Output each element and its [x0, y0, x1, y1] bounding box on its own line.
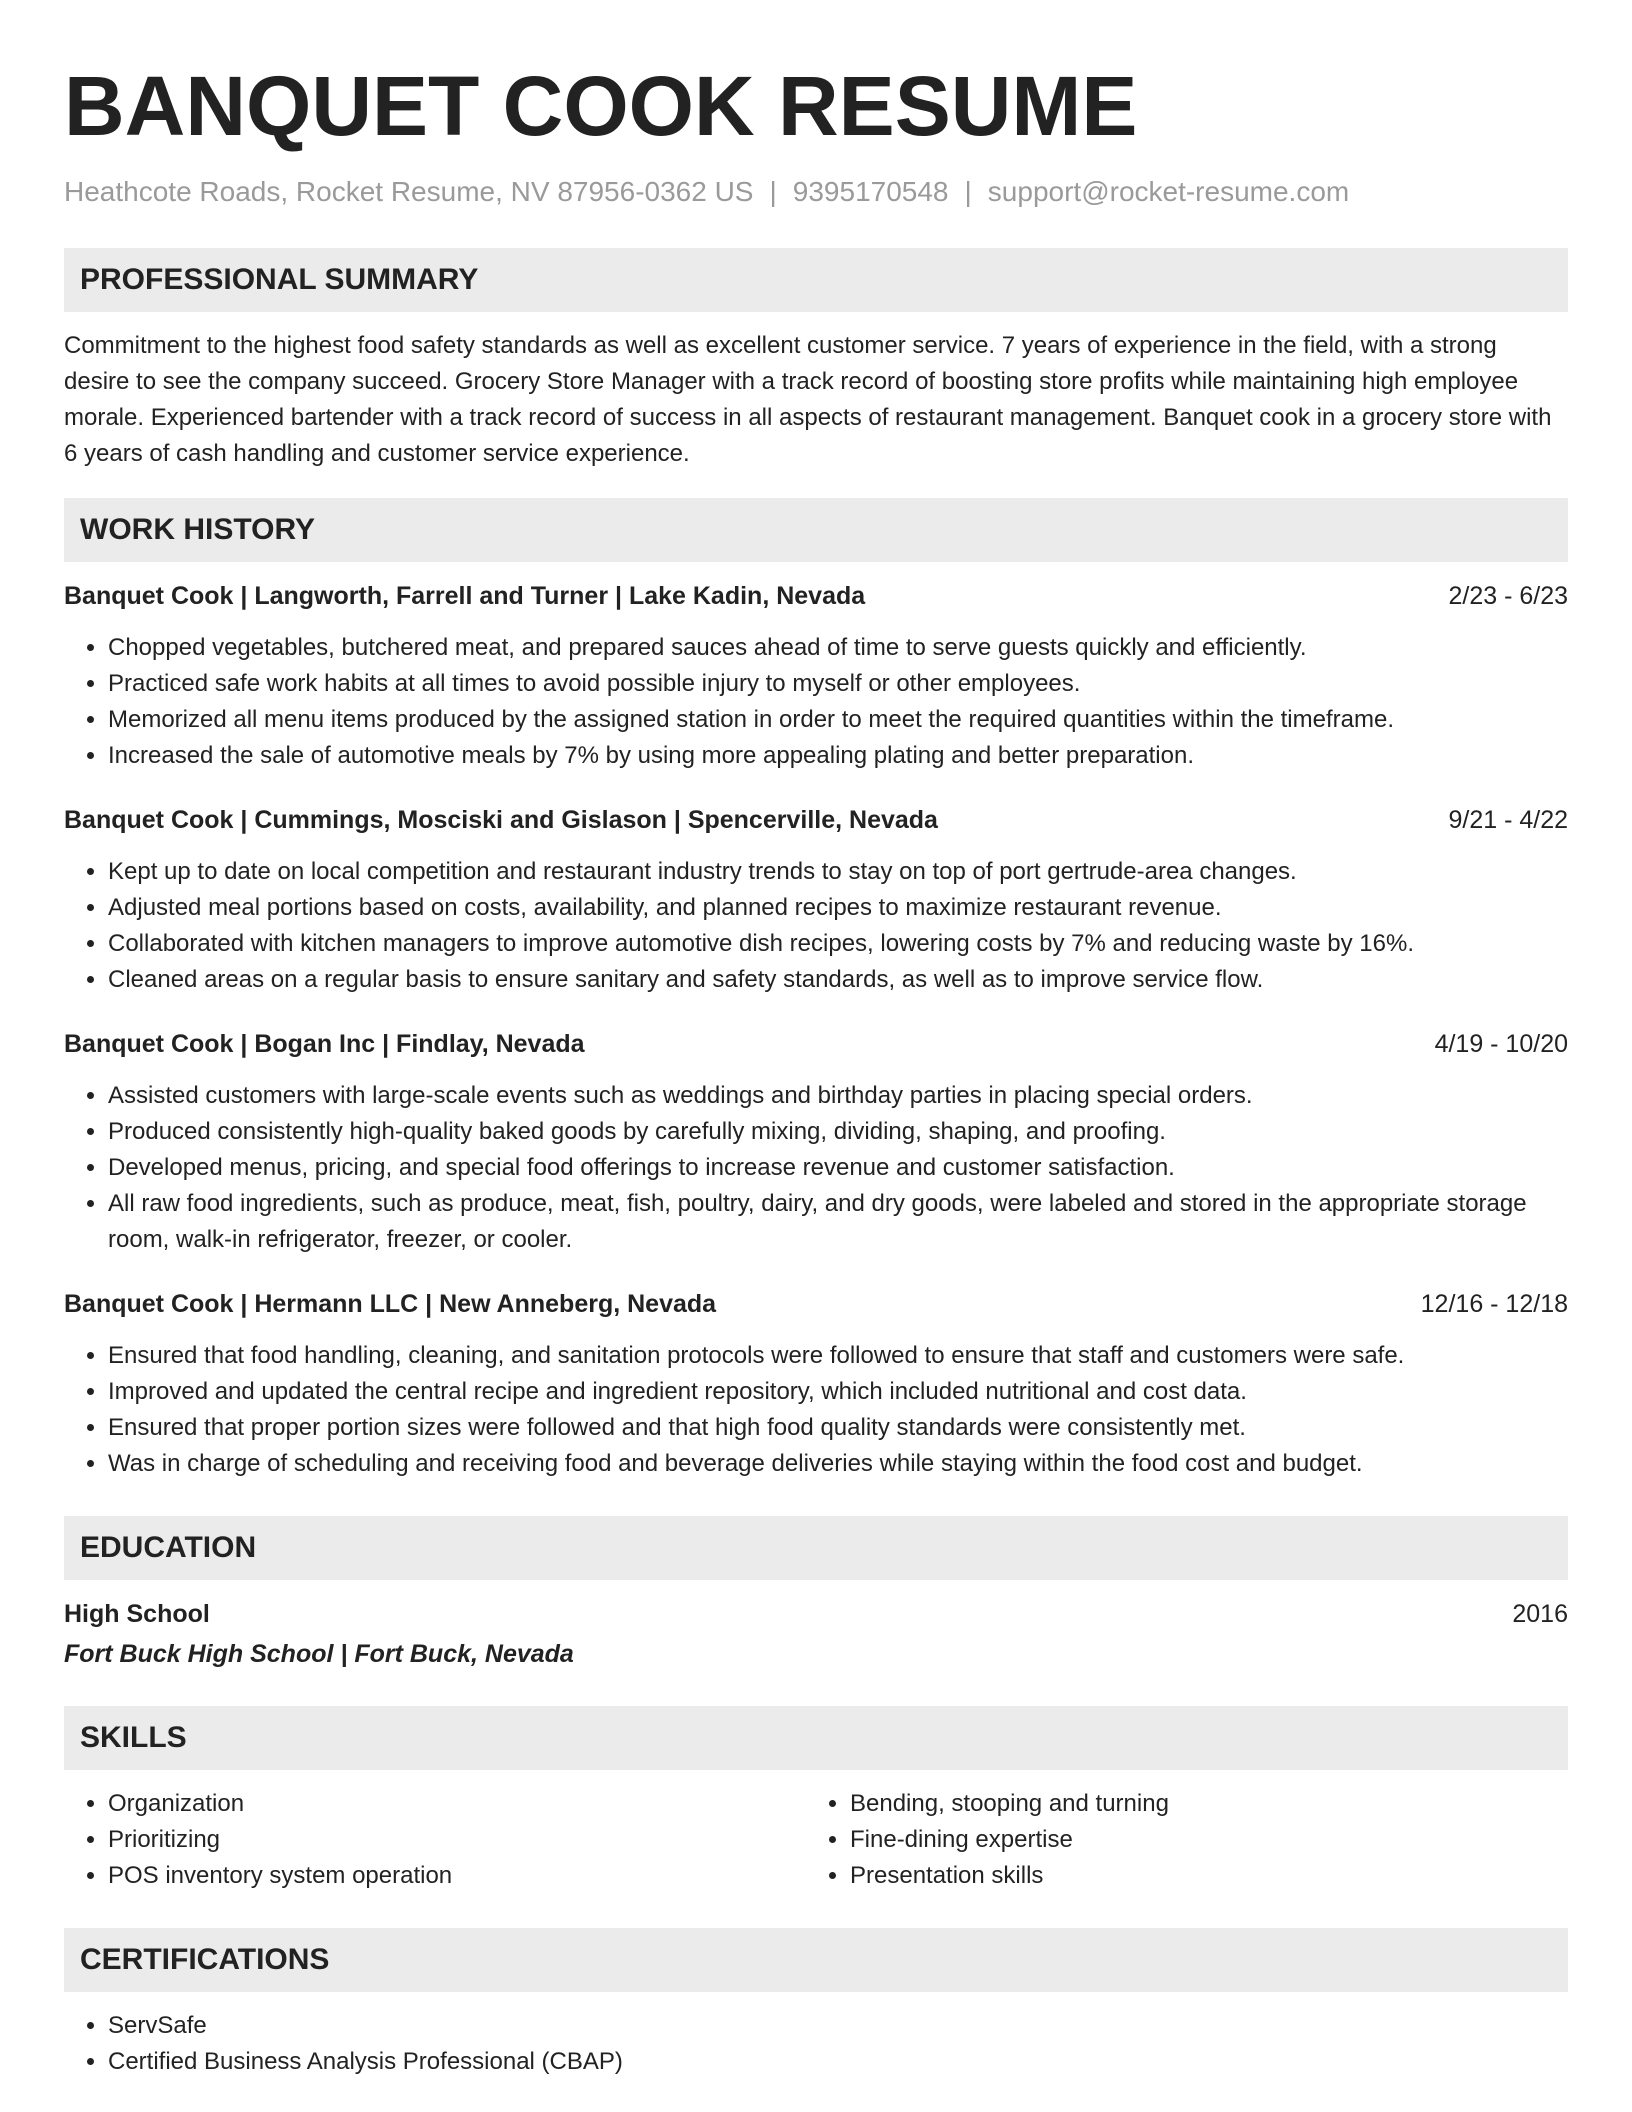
list-item: • ServSafe	[108, 2008, 1568, 2044]
contact-phone: 9395170548	[792, 176, 949, 207]
job-dates: 9/21 - 4/22	[1448, 806, 1568, 834]
contact-separator: |	[769, 176, 777, 207]
summary-text: Commitment to the highest food safety standards as well as excellent customer service. 7 years of experience in the field, with a strong desire to see the company succeed. Grocery Store Manager with a track record of boosting store profits while maintaining high employee morale. Experienced bartender with a track record of success in all aspects of restaurant management. Banquet cook in a grocery store with 6 years of cash handling and customer service experience.	[64, 332, 1552, 467]
job-header	[64, 1026, 1568, 1062]
list-item: • Was in charge of scheduling and receiving food and beverage deliveries while staying within the food cost and budget.	[108, 1446, 1568, 1482]
job-entry	[64, 802, 1568, 998]
summary-section-header: PROFESSIONAL SUMMARY	[64, 248, 1568, 312]
list-item: • Assisted customers with large-scale events such as weddings and birthday parties in placing special orders.	[108, 1078, 1568, 1114]
job-dates: 12/16 - 12/18	[1420, 1290, 1568, 1318]
list-item: • Organization	[108, 1786, 806, 1822]
list-item: • Practiced safe work habits at all times to avoid possible injury to myself or other employees.	[108, 666, 1568, 702]
education-degree: High School	[64, 1600, 210, 1628]
list-item: • Memorized all menu items produced by the assigned station in order to meet the required quantities within the timeframe.	[108, 702, 1568, 738]
job-header	[64, 578, 1568, 614]
list-item: • Ensured that proper portion sizes were followed and that high food quality standards were consistently met.	[108, 1410, 1568, 1446]
job-header	[64, 802, 1568, 838]
list-item: • All raw food ingredients, such as produce, meat, fish, poultry, dairy, and dry goods, were labeled and stored in the appropriate storage room, walk-in refrigerator, freezer, or cooler.	[108, 1186, 1568, 1258]
education-entry	[64, 1596, 1568, 1632]
list-item: • Developed menus, pricing, and special food offerings to increase revenue and customer satisfaction.	[108, 1150, 1568, 1186]
education-section-header: EDUCATION	[64, 1516, 1568, 1580]
job-bullets	[64, 1078, 1568, 1258]
list-item: • Certified Business Analysis Professional (CBAP)	[108, 2044, 1568, 2080]
list-item: • Adjusted meal portions based on costs, availability, and planned recipes to maximize restaurant revenue.	[108, 890, 1568, 926]
job-bullets	[64, 854, 1568, 998]
certifications-section-header: CERTIFICATIONS	[64, 1928, 1568, 1992]
contact-email[interactable]: support@rocket-resume.com	[987, 176, 1350, 207]
list-item: • POS inventory system operation	[108, 1858, 806, 1894]
list-item: • Collaborated with kitchen managers to improve automotive dish recipes, lowering costs by 7% and reducing waste by 16%.	[108, 926, 1568, 962]
education-school: Fort Buck High School | Fort Buck, Nevada	[64, 1640, 574, 1668]
job-title: Banquet Cook | Hermann LLC | New Anneberg, Nevada	[64, 1290, 717, 1318]
list-item: • Chopped vegetables, butchered meat, and prepared sauces ahead of time to serve guests quickly and efficiently.	[108, 630, 1568, 666]
education-year: 2016	[1512, 1600, 1568, 1628]
list-item: • Kept up to date on local competition and restaurant industry trends to stay on top of port gertrude-area changes.	[108, 854, 1568, 890]
list-item: • Produced consistently high-quality baked goods by carefully mixing, dividing, shaping, and proofing.	[108, 1114, 1568, 1150]
job-entry	[64, 578, 1568, 774]
skills-grid	[64, 1786, 1568, 1894]
list-item: • Prioritizing	[108, 1822, 806, 1858]
job-title: Banquet Cook | Langworth, Farrell and Turner | Lake Kadin, Nevada	[64, 582, 866, 610]
list-item: • Bending, stooping and turning	[850, 1786, 1548, 1822]
job-dates: 4/19 - 10/20	[1434, 1030, 1568, 1058]
skills-column-left	[64, 1786, 806, 1894]
list-item: • Fine-dining expertise	[850, 1822, 1548, 1858]
list-item: • Cleaned areas on a regular basis to ensure sanitary and safety standards, as well as to improve service flow.	[108, 962, 1568, 998]
certifications-list	[64, 2008, 1568, 2080]
resume-title: BANQUET COOK RESUME	[64, 59, 1138, 153]
resume-page	[64, 0, 1568, 2080]
work-history-section-header: WORK HISTORY	[64, 498, 1568, 562]
job-dates: 2/23 - 6/23	[1448, 582, 1568, 610]
skills-section-header: SKILLS	[64, 1706, 1568, 1770]
job-title: Banquet Cook | Bogan Inc | Findlay, Nevada	[64, 1030, 585, 1058]
job-title: Banquet Cook | Cummings, Mosciski and Gislason | Spencerville, Nevada	[64, 806, 938, 834]
job-header	[64, 1286, 1568, 1322]
job-entry	[64, 1286, 1568, 1482]
job-bullets	[64, 630, 1568, 774]
list-item: • Ensured that food handling, cleaning, and sanitation protocols were followed to ensure that staff and customers were safe.	[108, 1338, 1568, 1374]
job-entry	[64, 1026, 1568, 1258]
contact-address: Heathcote Roads, Rocket Resume, NV 87956-0362 US	[64, 176, 754, 207]
skills-column-right	[806, 1786, 1548, 1894]
contact-separator: |	[964, 176, 972, 207]
skills-list	[806, 1786, 1548, 1894]
skills-list	[64, 1786, 806, 1894]
list-item: • Presentation skills	[850, 1858, 1548, 1894]
list-item: • Increased the sale of automotive meals by 7% by using more appealing plating and better preparation.	[108, 738, 1568, 774]
job-bullets	[64, 1338, 1568, 1482]
contact-line	[64, 174, 1568, 210]
list-item: • Improved and updated the central recipe and ingredient repository, which included nutritional and cost data.	[108, 1374, 1568, 1410]
